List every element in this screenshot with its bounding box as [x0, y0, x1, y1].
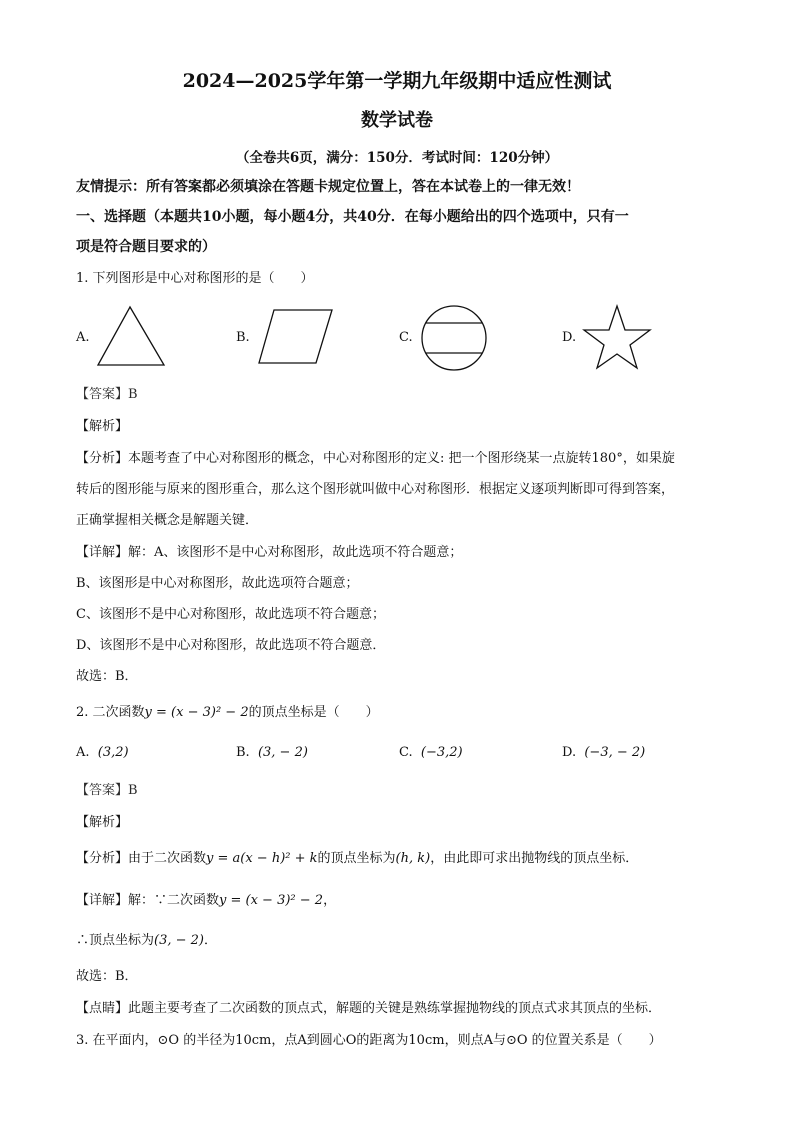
q1-analysis-line3: 正确掌握相关概念是解题关键． [76, 513, 259, 528]
q2-option-b [236, 745, 308, 760]
q3-stem: 3. 在平面内，⊙O 的半径为10cm，点A到圆心O的距离为10cm，则点A与⊙O 的位置关系是（ ） [76, 1033, 662, 1048]
q1-analysis-line2: 转后的图形能与原来的图形重合，那么这个图形就叫做中心对称图形．根据定义逐项判断即可得到答案， [76, 482, 675, 497]
notice: 友情提示：所有答案都必须填涂在答题卡规定位置上，答在本试卷上的一律无效！ [76, 179, 580, 195]
q2-therefore-suffix: ． [204, 933, 218, 948]
q2-analysis-formula: y = a(x − h)² + k [206, 851, 318, 866]
q2-therefore-formula: (3, − 2) [154, 933, 204, 948]
q2-analysis-prefix: 【分析】由于二次函数 [76, 851, 207, 866]
q2-option-c-value: (−3,2) [420, 745, 463, 760]
q1-detail-line3: C、该图形不是中心对称图形，故此选项不符合题意； [76, 607, 385, 622]
q2-therefore-prefix: ∴顶点坐标为 [76, 933, 155, 948]
q2-analysis-formula2: (h, k) [395, 851, 431, 866]
q1-choose: 故选：B． [76, 669, 138, 684]
q1-analysis-title: 【解析】 [76, 419, 129, 434]
q2-detail [76, 892, 336, 910]
q2-stem-suffix: 的顶点坐标是（ ） [248, 705, 379, 720]
triangle-icon [96, 304, 168, 370]
section-heading-line1: 一、选择题（本题共10小题，每小题4分，共40分．在每小题给出的四个选项中，只有一 [76, 209, 629, 225]
q2-analysis-suffix: ，由此即可求出抛物线的顶点坐标． [430, 851, 639, 866]
exam-subtitle: 数学试卷 [361, 110, 433, 131]
q1-option-c-label: C. [399, 330, 413, 345]
q2-option-c [399, 745, 463, 760]
q1-stem: 1. 下列图形是中心对称图形的是（ ） [76, 271, 314, 286]
exam-info: （全卷共6页，满分：150分．考试时间：120分钟） [235, 150, 559, 166]
q2-option-d-label: D. [562, 745, 577, 760]
q2-therefore [76, 932, 217, 950]
q1-detail-line2: B、该图形是中心对称图形，故此选项符合题意； [76, 576, 359, 591]
q2-option-b-label: B. [236, 745, 250, 760]
q2-stem [76, 704, 379, 722]
q2-analysis-mid: 的顶点坐标为 [317, 851, 396, 866]
section-heading-line2: 项是符合题目要求的） [76, 239, 216, 255]
q1-option-b-label: B. [236, 330, 250, 345]
parallelogram-icon [258, 308, 334, 366]
q2-option-b-value: (3, − 2) [257, 745, 308, 760]
q1-detail-line1: 【详解】解：A、该图形不是中心对称图形，故此选项不符合题意； [76, 545, 463, 560]
q2-detail-prefix: 【详解】解：∵二次函数 [76, 893, 220, 908]
q1-detail-line4: D、该图形不是中心对称图形，故此选项不符合题意． [76, 638, 386, 653]
q2-choose: 故选：B． [76, 969, 138, 984]
circle-with-chords-icon [420, 304, 490, 374]
q2-option-a-value: (3,2) [97, 745, 129, 760]
q2-option-a-label: A. [76, 745, 90, 760]
q2-option-a [76, 745, 129, 760]
q2-detail-formula: y = (x − 3)² − 2 [219, 893, 324, 908]
q1-option-d-label: D. [562, 330, 577, 345]
q2-stem-prefix: 2. 二次函数 [76, 705, 145, 720]
q2-detail-suffix: ， [323, 893, 337, 908]
q2-analysis-title: 【解析】 [76, 815, 129, 830]
q2-comment: 【点睛】此题主要考查了二次函数的顶点式，解题的关键是熟练掌握抛物线的顶点式求其顶点的坐标． [76, 1001, 662, 1016]
q2-option-d-value: (−3, − 2) [584, 745, 646, 760]
q2-stem-formula: y = (x − 3)² − 2 [144, 705, 249, 720]
star-icon [584, 304, 654, 370]
q1-answer: 【答案】B [76, 387, 138, 402]
q1-option-a-label: A. [76, 330, 90, 345]
q1-analysis-line1: 【分析】本题考查了中心对称图形的概念，中心对称图形的定义: 把一个图形绕某一点旋转180°，如果旋 [76, 451, 675, 466]
q2-answer: 【答案】B [76, 783, 138, 798]
exam-title: 2024—2025学年第一学期九年级期中适应性测试 [182, 70, 612, 92]
q2-option-c-label: C. [399, 745, 413, 760]
q2-option-d [562, 745, 645, 760]
q2-analysis [76, 850, 638, 868]
